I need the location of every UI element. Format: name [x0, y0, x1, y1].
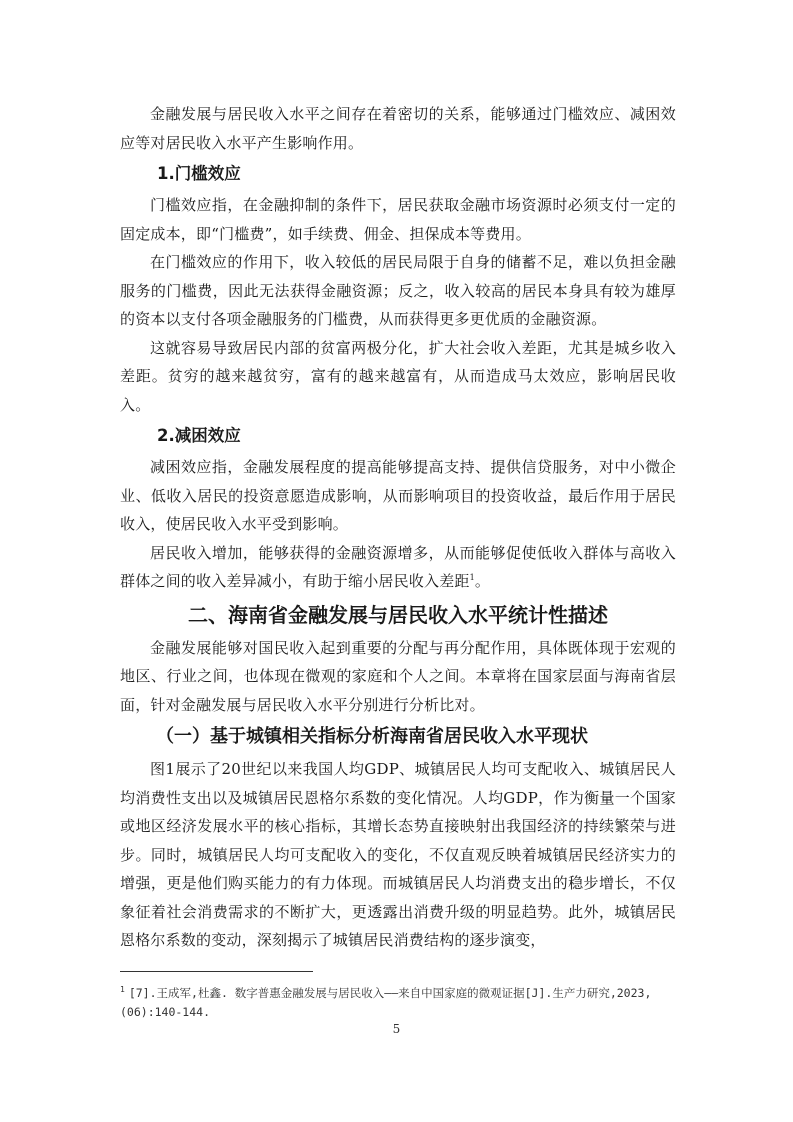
subsection-heading: （一）基于城镇相关指标分析海南省居民收入水平现状: [156, 726, 588, 747]
paragraph: 金融发展与居民收入水平之间存在着密切的关系，能够通过门槛效应、减困效应等对居民收入水平产生影响作用。: [120, 105, 676, 152]
heading-threshold-effect: 1.门槛效应: [157, 164, 241, 183]
page-number: 5: [392, 1022, 401, 1036]
section-heading: 二、海南省金融发展与居民收入水平统计性描述: [188, 602, 608, 627]
body-text: [120, 100, 676, 955]
paragraph: 这就容易导致居民内部的贫富两极分化，扩大社会收入差距，尤其是城乡收入差距。贫穷的越来越贫穷，富有的越来越富有，从而造成马太效应，影响居民收入。: [120, 338, 676, 414]
paragraph-end: 。: [474, 572, 491, 590]
paragraph: 减困效应指，金融发展程度的提高能够提高支持、提供信贷服务，对中小微企业、低收入居民的投资意愿造成影响，从而影响项目的投资收益，最后作用于居民收入，使居民收入水平受到影响。: [120, 458, 676, 533]
paragraph-with-footnote: [120, 539, 676, 596]
paragraph-text: 居民收入增加，能够获得的金融资源增多，从而能够促使低收入群体与高收入群体之间的收入差异减小，有助于缩小居民收入差距: [120, 543, 676, 590]
paragraph: 金融发展能够对国民收入起到重要的分配与再分配作用，具体既体现于宏观的地区、行业之间，也体现在微观的家庭和个人之间。本章将在国家层面与海南省层面，针对金融发展与居民收入水平分别进行分析比对。: [120, 638, 676, 714]
footnote-mark: 1: [120, 985, 125, 995]
footnote-text: [7].王成军,杜鑫. 数字普惠金融发展与居民收入——来自中国家庭的微观证据[J].生产力研究,2023,(06):140-144.: [120, 986, 652, 1019]
paragraph: 在门槛效应的作用下，收入较低的居民局限于自身的储蓄不足，难以负担金融服务的门槛费，因此无法获得金融资源；反之，收入较高的居民本身具有较为雄厚的资本以支付各项金融服务的门槛费，从而获得更多更优质的金融资源。: [120, 253, 676, 328]
footnote-divider: [120, 971, 313, 972]
footnote-reference[interactable]: 1: [469, 573, 475, 582]
footnote: [120, 984, 676, 1022]
heading-poverty-reduction-effect: 2.减困效应: [157, 426, 241, 445]
paragraph: 门槛效应指，在金融抑制的条件下，居民获取金融市场资源时必须支付一定的固定成本，即“门槛费”，如手续费、佣金、担保成本等费用。: [120, 196, 676, 243]
paragraph: 图1展示了20世纪以来我国人均GDP、城镇居民人均可支配收入、城镇居民人均消费性支出以及城镇居民恩格尔系数的变化情况。人均GDP，作为衡量一个国家或地区经济发展水平的核心指标，其增长态势直接映射出我国经济的持续繁荣与进步。同时，城镇居民人均可支配收入的变化，不仅直观反映着城镇居民经济实力的增强，更是他们购买能力的有力体现。而城镇居民人均消费支出的稳步增长，不仅象征着社会消费需求的不断扩大，更透露出消费升级的明显趋势。此外，城镇居民恩格尔系数的变动，深刻揭示了城镇居民消费结构的逐步演变，: [120, 760, 676, 949]
